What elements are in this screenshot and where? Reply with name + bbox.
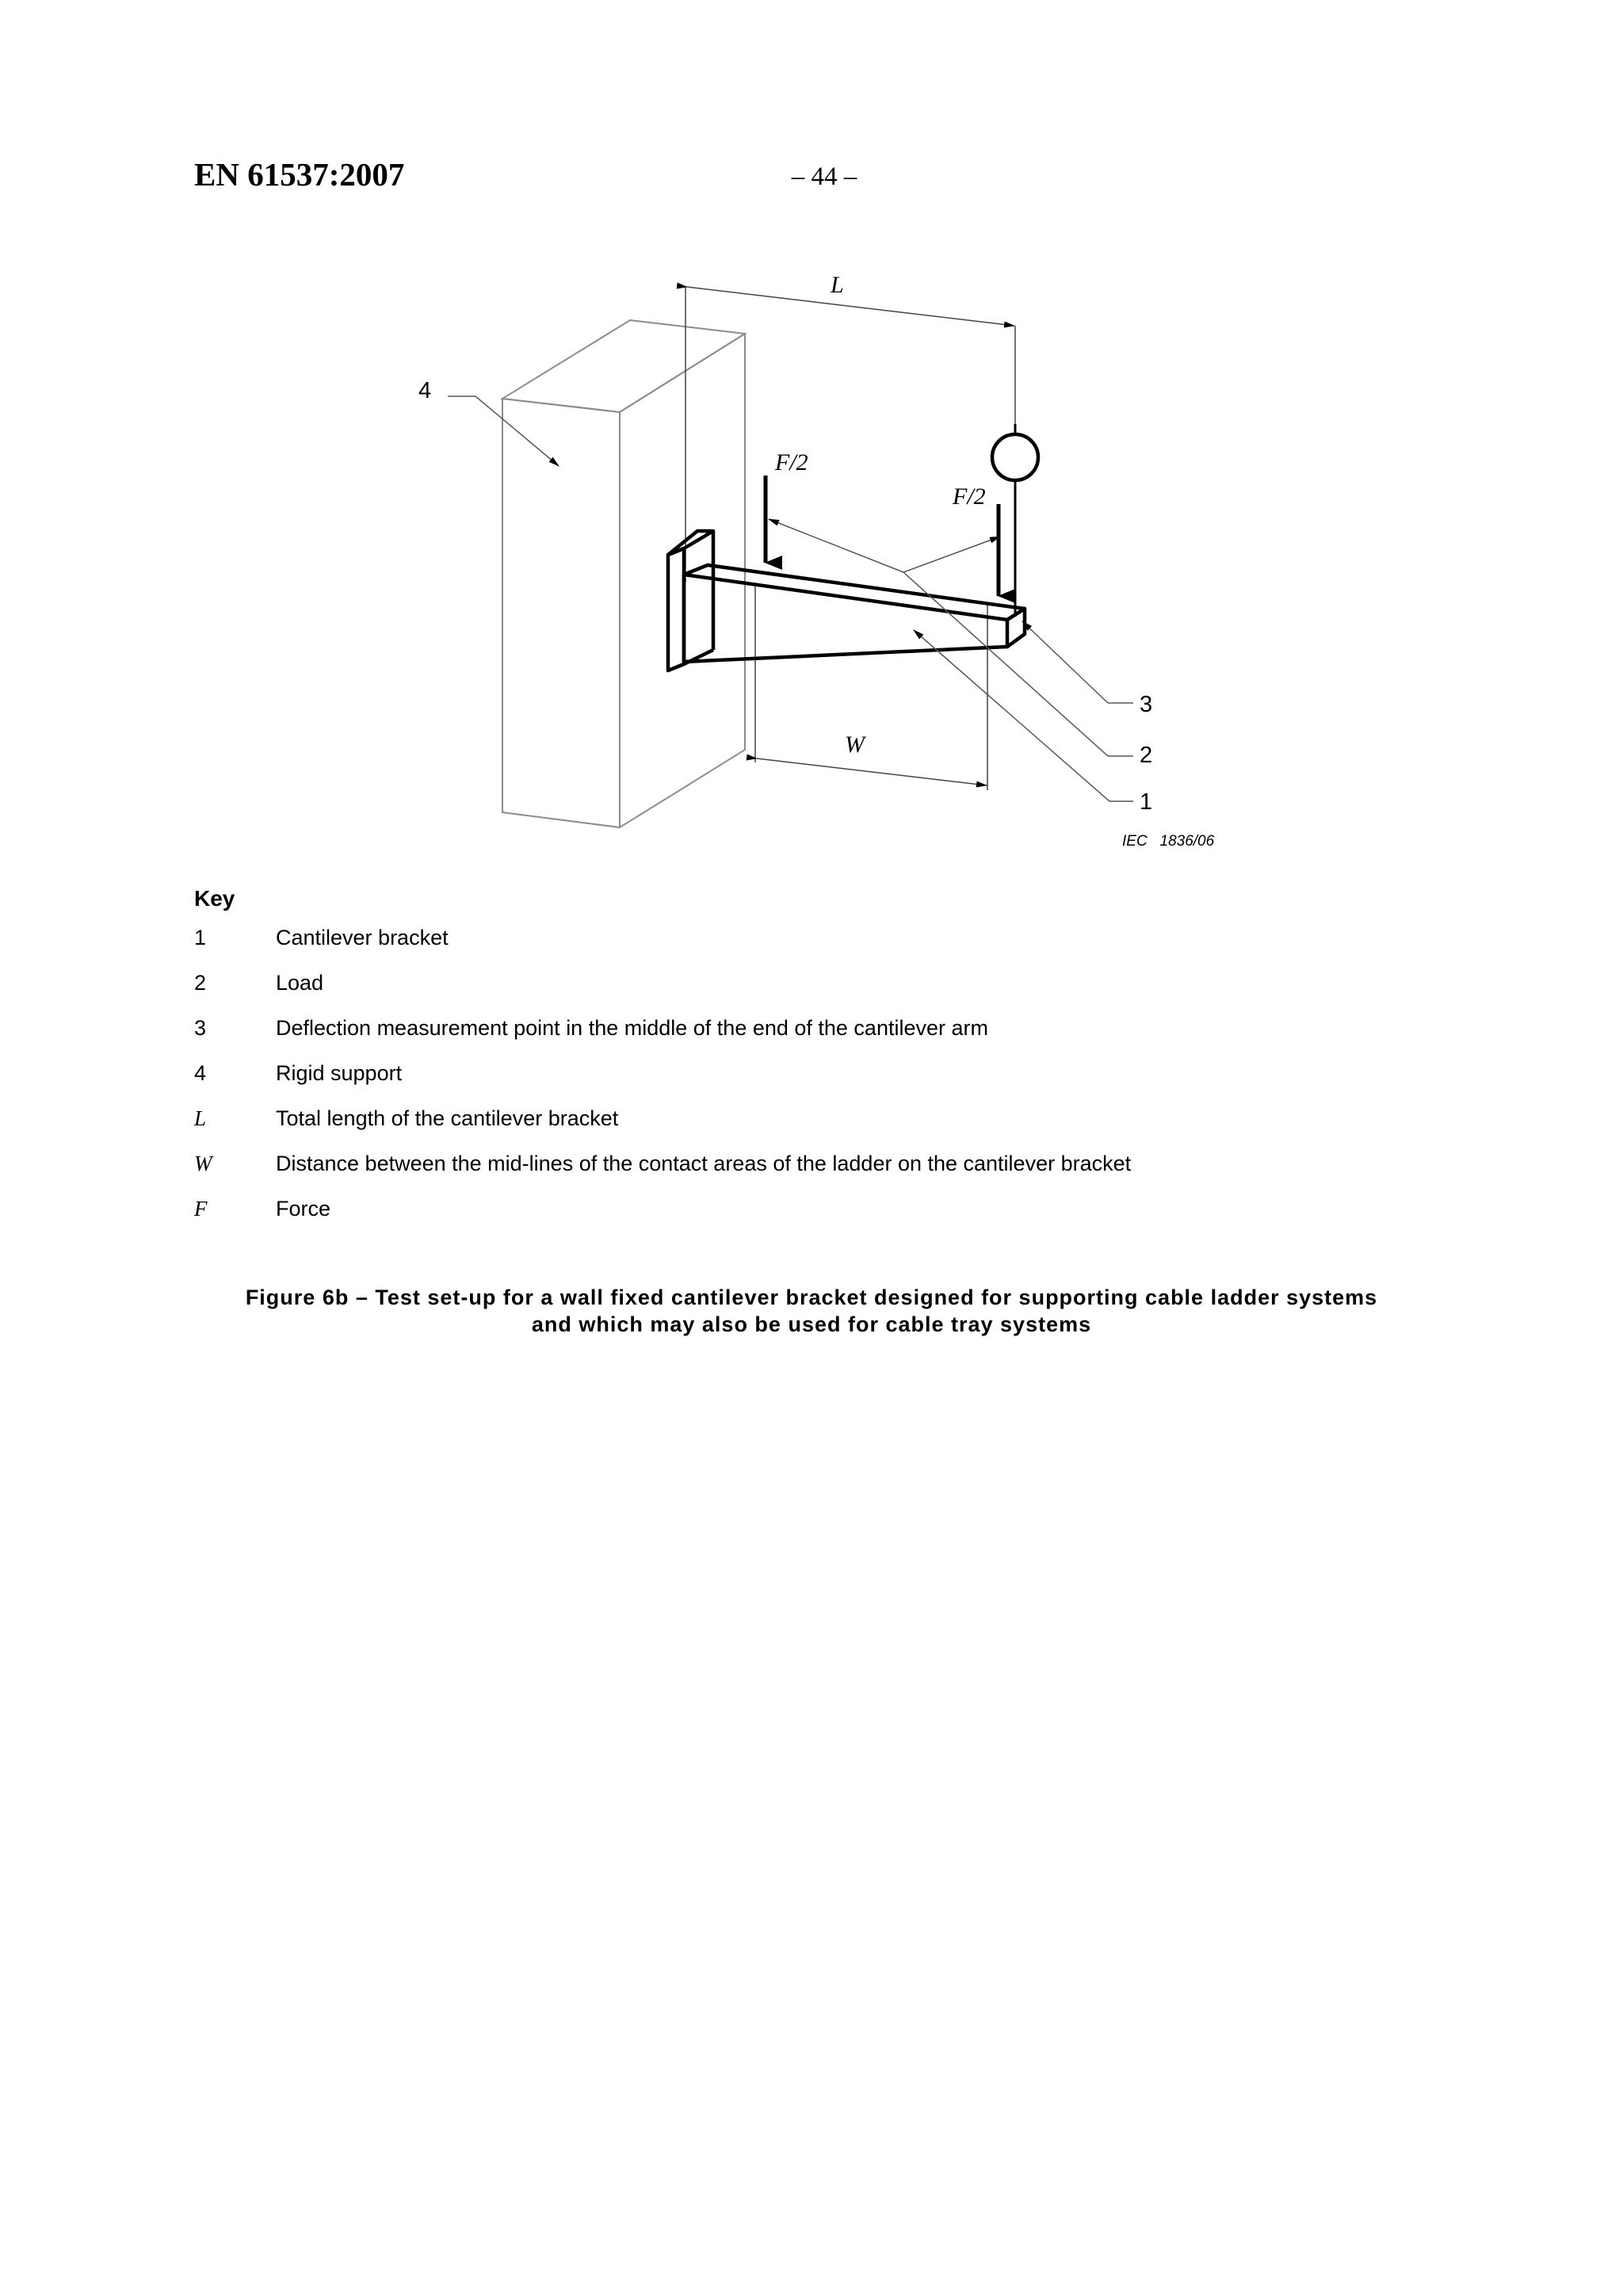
key-symbol: F xyxy=(194,1197,208,1221)
key-symbol: L xyxy=(194,1106,207,1130)
label-f-half-left: F/2 xyxy=(775,449,808,476)
key-symbol: 2 xyxy=(194,971,207,995)
key-item xyxy=(194,1152,1304,1176)
callout-1: 1 xyxy=(1140,789,1153,815)
key-item xyxy=(194,926,1304,950)
cantilever-bracket xyxy=(668,531,1025,670)
key-item xyxy=(194,1061,1304,1086)
callout-2: 2 xyxy=(1140,743,1153,768)
key-symbol: W xyxy=(194,1152,212,1175)
caption-line-2: and which may also be used for cable tray systems xyxy=(531,1312,1092,1336)
figure-reference: IEC 1836/06 xyxy=(1122,833,1215,850)
key-item xyxy=(194,1106,1304,1131)
key-description: Rigid support xyxy=(276,1061,403,1085)
key-description: Total length of the cantilever bracket xyxy=(276,1106,619,1130)
label-f-half-right: F/2 xyxy=(953,483,986,510)
key-description: Deflection measurement point in the middle of the end of the cantilever arm xyxy=(276,1016,988,1040)
page-number: – 44 – xyxy=(791,162,857,191)
key-symbol: 4 xyxy=(194,1061,207,1085)
key-description: Cantilever bracket xyxy=(276,926,449,949)
key-description: Load xyxy=(276,971,324,995)
key-item xyxy=(194,971,1304,995)
key-symbol: 1 xyxy=(194,926,207,949)
document-standard-number: EN 61537:2007 xyxy=(194,156,405,193)
rigid-support xyxy=(502,320,745,827)
key-description: Distance between the mid-lines of the contact areas of the ladder on the cantilever bracket xyxy=(276,1152,1132,1175)
key-title: Key xyxy=(194,886,235,911)
label-W: W xyxy=(845,732,865,758)
dimension-L xyxy=(685,287,1015,583)
key-item xyxy=(194,1197,1304,1221)
caption-line-1: Figure 6b – Test set-up for a wall fixed cantilever bracket designed for supporting cable ladder systems xyxy=(245,1286,1378,1309)
label-L: L xyxy=(831,272,844,298)
key-description: Force xyxy=(276,1197,331,1221)
callout-4: 4 xyxy=(418,378,432,403)
key-item xyxy=(194,1016,1304,1041)
cantilever-test-figure xyxy=(0,0,1623,888)
callout-3: 3 xyxy=(1140,692,1153,717)
figure-caption xyxy=(119,1284,1504,1338)
key-symbol: 3 xyxy=(194,1016,207,1040)
key-list xyxy=(194,926,1304,1242)
